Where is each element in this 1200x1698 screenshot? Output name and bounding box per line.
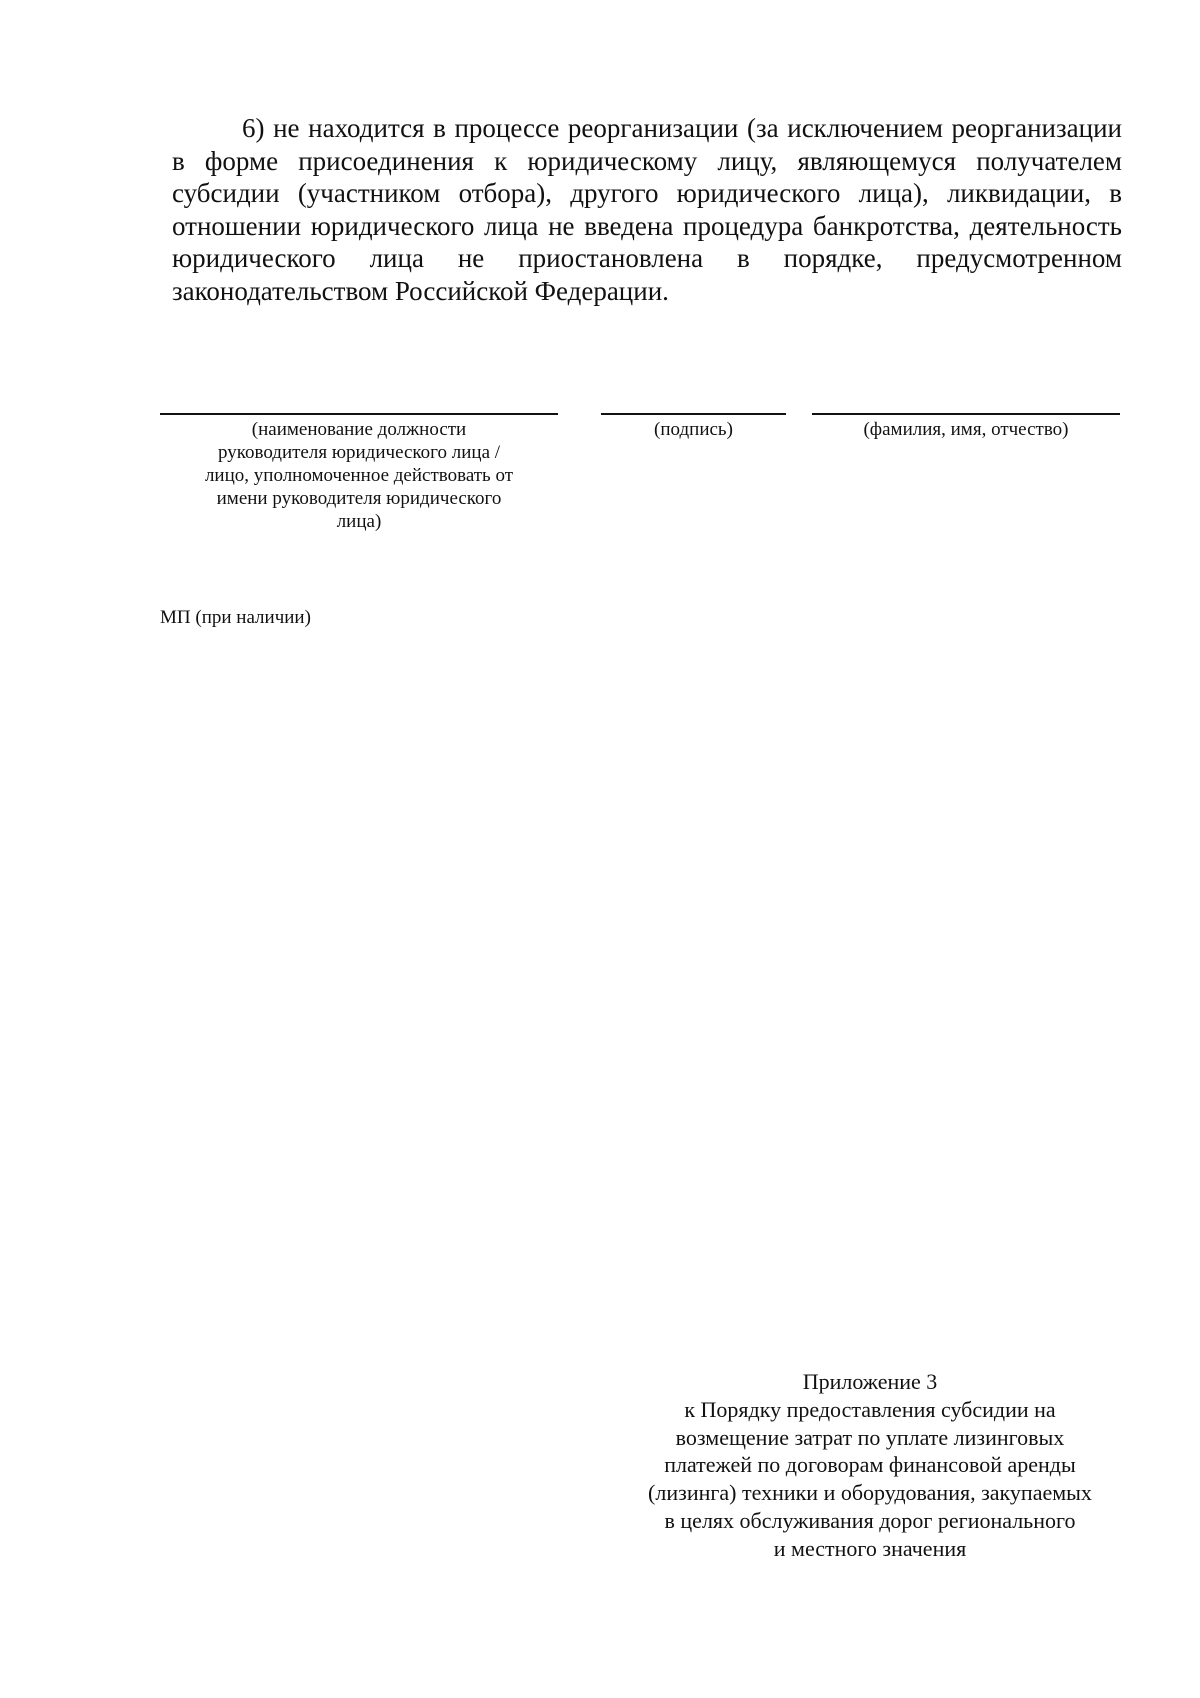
appendix-line: и местного значения <box>773 1535 967 1561</box>
signature-line <box>601 413 786 415</box>
appendix-line: к Порядку предоставления субсидии на <box>684 1396 1056 1422</box>
position-caption <box>160 418 558 533</box>
appendix-line: в целях обслуживания дорог регионального <box>664 1507 1076 1533</box>
position-signature-line <box>160 413 558 415</box>
appendix-line: платежей по договорам финансовой аренды <box>664 1452 1076 1478</box>
position-caption-line: руководителя юридического лица / <box>217 442 501 463</box>
appendix-line: (лизинга) техники и оборудования, закупаемых <box>648 1480 1092 1506</box>
position-caption-line: лицо, уполномоченное действовать от <box>204 465 514 486</box>
position-caption-line: лица) <box>336 511 382 532</box>
position-caption-line: имени руководителя юридического <box>216 488 502 509</box>
position-caption-line: (наименование должности <box>251 419 467 440</box>
appendix-line: возмещение затрат по уплате лизинговых <box>675 1424 1065 1450</box>
signature-caption: (подпись) <box>654 419 733 440</box>
appendix-header <box>610 1368 1130 1563</box>
fullname-signature-line <box>812 413 1120 415</box>
stamp-placeholder: МП (при наличии) <box>160 607 311 628</box>
appendix-title: Приложение 3 <box>802 1369 938 1394</box>
fullname-caption: (фамилия, имя, отчество) <box>863 419 1069 440</box>
main-paragraph: 6) не находится в процессе реорганизации (за исключением реорганизации в форме присоединения к юридическому лицу, являющемуся получателем субсидии (участником отбора), другого юридического лица), ликвидации, в отношении юридического лица не введена процедура банкротства, деятельность юридического лица не приостановлена в порядке, предусмотренном законодательством Российской Федерации. <box>172 113 1122 306</box>
